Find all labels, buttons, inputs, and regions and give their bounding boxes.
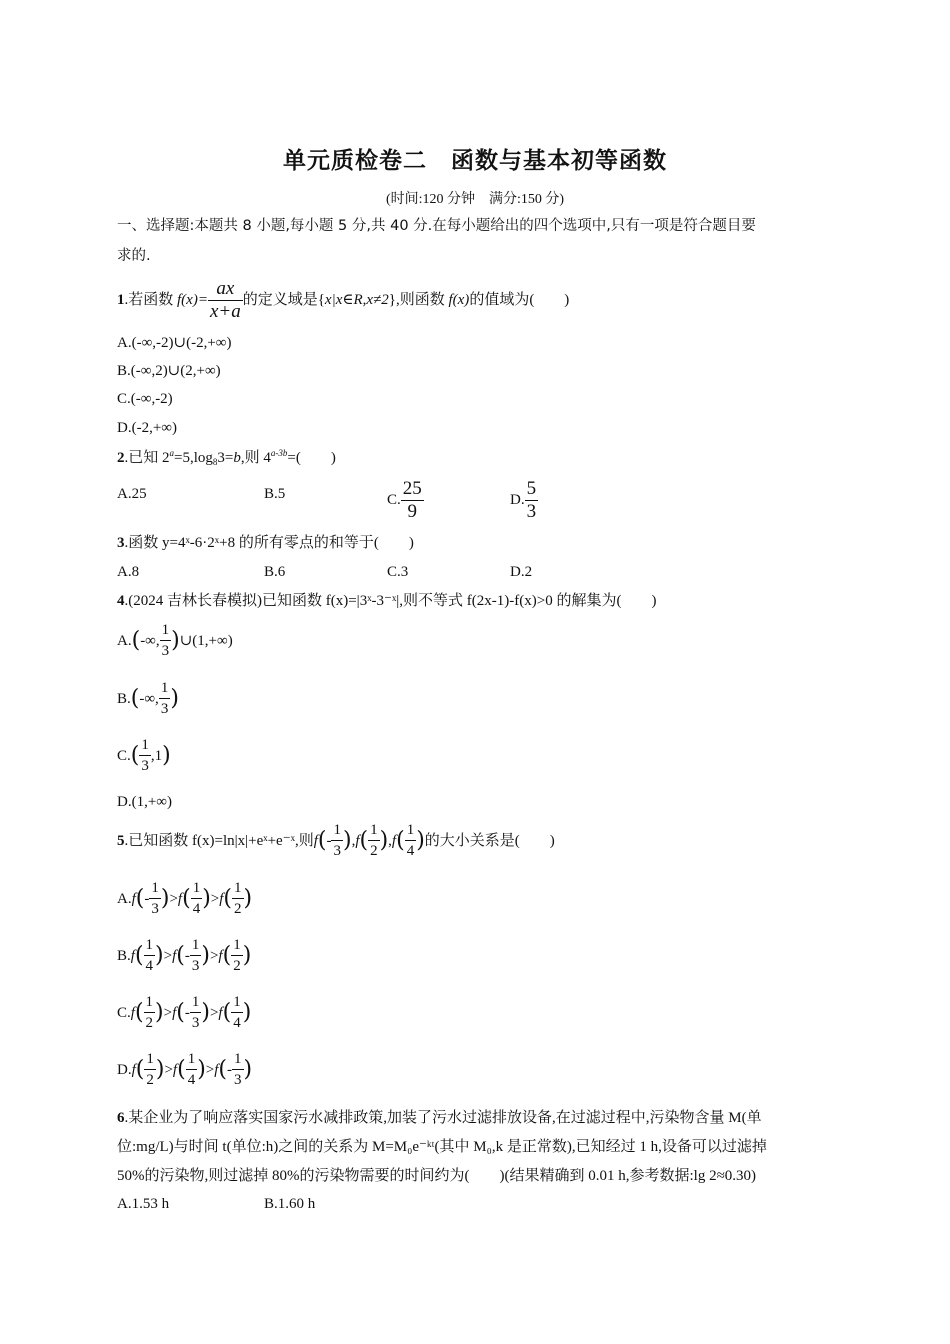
fraction-denominator: 4 — [192, 901, 201, 917]
fraction-numerator: 1 — [191, 878, 203, 899]
right-paren: ) — [160, 885, 170, 911]
fraction-numerator: 25 — [402, 478, 422, 499]
comma: , — [351, 832, 356, 849]
right-paren: ) — [243, 885, 253, 911]
option-label: B. — [117, 947, 131, 964]
fraction-numerator: 1 — [186, 1049, 198, 1070]
fraction — [405, 820, 417, 861]
minus-sign: - — [184, 1004, 190, 1021]
fraction — [191, 878, 203, 919]
question-number: 1 — [117, 291, 125, 308]
question-text: 的定义域是{ — [242, 291, 325, 308]
right-paren: ) — [243, 1056, 253, 1082]
fraction-denominator: 3 — [160, 701, 169, 717]
q3-option-c[interactable]: C.3 — [387, 564, 409, 580]
left-paren: ( — [359, 827, 369, 853]
right-paren: ) — [155, 942, 164, 968]
q2-option-b[interactable]: B.5 — [264, 486, 286, 502]
q6-option-a[interactable]: A.1.53 h — [117, 1196, 170, 1212]
q2-option-d[interactable] — [510, 478, 538, 523]
function-value — [131, 935, 164, 976]
fraction-numerator: 1 — [231, 992, 243, 1013]
fraction-denominator: 4 — [187, 1072, 196, 1088]
fraction-numerator: 5 — [526, 478, 537, 499]
question-text: .某企业为了响应落实国家污水减排政策,加装了污水过滤排放设备,在过滤过程中,污染物含量 M(单 — [124, 1110, 762, 1126]
left-paren: ( — [131, 627, 141, 653]
fraction-denominator: 3 — [234, 1072, 242, 1088]
minus-sign: - — [227, 1061, 233, 1078]
fraction-denominator: 4 — [233, 1015, 241, 1031]
right-paren: ) — [202, 885, 211, 911]
section-heading-line2: 求的. — [117, 248, 151, 264]
function-value — [214, 1049, 252, 1090]
question-text: },则函数 — [388, 291, 449, 308]
fraction-denominator: 3 — [333, 843, 341, 859]
right-paren: ) — [242, 999, 252, 1025]
function-value — [218, 935, 251, 976]
fraction — [160, 620, 172, 661]
fraction — [232, 1049, 244, 1090]
fraction-numerator: 1 — [231, 935, 243, 956]
left-paren: ( — [134, 999, 144, 1025]
function-symbol: f — [172, 947, 177, 964]
fraction-denominator: 2 — [234, 901, 242, 917]
fraction-denominator: 2 — [146, 1072, 154, 1088]
fraction-denominator: 3 — [191, 1015, 200, 1031]
q5-function-values — [314, 820, 425, 861]
left-paren: ( — [135, 885, 145, 911]
greater-than: > — [210, 890, 220, 907]
left-paren: ( — [134, 942, 144, 968]
greater-than: > — [163, 1004, 173, 1021]
fraction — [139, 735, 151, 776]
q1-option-a[interactable]: A.(-∞,-2)∪(-2,+∞) — [117, 335, 232, 351]
right-paren: ) — [201, 942, 210, 968]
right-paren: ) — [171, 627, 180, 653]
q6-option-b[interactable]: B.1.60 h — [264, 1196, 316, 1212]
right-paren: ) — [379, 827, 389, 853]
left-paren: ( — [177, 1056, 186, 1082]
fraction — [525, 478, 539, 523]
right-paren: ) — [155, 1056, 165, 1082]
left-paren: ( — [317, 827, 327, 853]
function-symbol: f — [218, 1004, 223, 1021]
q5-option-c[interactable] — [117, 992, 251, 1033]
option-label: D. — [510, 491, 525, 508]
fraction-denominator: 2 — [370, 843, 378, 859]
q4-option-c[interactable] — [117, 735, 171, 776]
q5-option-a[interactable] — [117, 878, 252, 919]
left-paren: ( — [130, 685, 140, 711]
fraction-denominator: x+a — [209, 301, 241, 322]
question-text: =5,log — [174, 450, 213, 466]
fraction-denominator: 2 — [145, 1015, 154, 1031]
question-number: 4 — [117, 593, 125, 609]
function-symbol: f — [214, 1061, 219, 1078]
function-symbol: f — [172, 1004, 177, 1021]
fraction-denominator: 3 — [161, 643, 170, 659]
function-value — [172, 992, 210, 1033]
question-number: 2 — [117, 450, 125, 466]
fraction-denominator: 2 — [233, 958, 241, 974]
function-value — [178, 878, 211, 919]
function-value — [355, 820, 388, 861]
function-value — [132, 878, 170, 919]
fraction — [186, 1049, 198, 1090]
q5-option-d[interactable] — [117, 1049, 252, 1090]
function-value — [131, 992, 164, 1033]
fraction-numerator: ax — [216, 278, 235, 299]
fraction-denominator: 9 — [407, 501, 418, 522]
right-paren: ) — [197, 1056, 206, 1082]
greater-than: > — [169, 890, 178, 907]
fraction-denominator: 4 — [145, 958, 154, 974]
left-paren: ( — [182, 885, 191, 911]
greater-than: > — [163, 947, 173, 964]
question-text: .(2024 吉林长春模拟)已知函数 f(x)=|3ˣ-3⁻ˣ|,则不等式 f(2x-1)-f(x)>0 的解集为( ) — [124, 593, 657, 609]
minus-sign: - — [184, 947, 190, 964]
exponent: a-3b — [270, 448, 288, 458]
question-4 — [117, 591, 656, 611]
function-value — [172, 935, 210, 976]
minus-sign: - — [326, 832, 332, 849]
question-6-line3: 50%的污染物,则过滤掉 80%的污染物需要的时间约为( )(结果精确到 0.01 h,参考数据:lg 2≈0.30) — [117, 1168, 757, 1184]
fraction-numerator: 1 — [149, 878, 161, 899]
function-symbol: f — [130, 1004, 135, 1021]
fraction-numerator: 1 — [232, 878, 244, 899]
math-expression: f(x) — [448, 291, 470, 308]
function-value — [173, 1049, 206, 1090]
q4-option-b[interactable] — [117, 678, 179, 719]
function-symbol: f — [313, 832, 318, 849]
fraction-numerator: 1 — [144, 1049, 156, 1070]
right-paren: ) — [201, 999, 210, 1025]
greater-than: > — [205, 1061, 215, 1078]
function-symbol: f — [131, 890, 136, 907]
question-text: 的大小关系是( ) — [424, 832, 555, 849]
fraction-numerator: 1 — [160, 620, 172, 641]
fraction — [368, 820, 380, 861]
fraction — [331, 820, 343, 861]
left-paren: ( — [222, 942, 232, 968]
function-symbol: f — [172, 1061, 178, 1078]
right-paren: ) — [155, 999, 164, 1025]
question-6-line1 — [117, 1108, 762, 1128]
greater-than: > — [209, 947, 219, 964]
function-value — [218, 992, 251, 1033]
section-heading-line1: 一、选择题:本题共 8 小题,每小题 5 分,共 40 分.在每小题给出的四个选项中,只有一项是符合题目要 — [117, 218, 756, 234]
option-label: C. — [117, 1004, 131, 1021]
fraction — [144, 935, 156, 976]
fraction — [231, 935, 243, 976]
interval-text: ,1 — [150, 747, 163, 764]
function-value — [392, 820, 425, 861]
question-1 — [117, 278, 569, 323]
math-variable: b — [233, 450, 241, 466]
fraction — [231, 992, 243, 1033]
fraction — [401, 478, 424, 523]
fraction-numerator: 1 — [159, 678, 171, 699]
fraction-numerator: 1 — [190, 992, 202, 1013]
fraction-denominator: 3 — [151, 901, 159, 917]
left-paren: ( — [176, 999, 185, 1025]
fraction-denominator: 3 — [141, 758, 149, 774]
greater-than: > — [209, 1004, 219, 1021]
fraction-numerator: 1 — [139, 735, 151, 756]
function-symbol: f — [218, 947, 223, 964]
function-symbol: f — [131, 1061, 136, 1078]
question-text: .若函数 — [124, 291, 178, 308]
function-symbol: f — [219, 890, 224, 907]
q4-option-d[interactable]: D.(1,+∞) — [117, 794, 172, 810]
question-text: =( ) — [287, 450, 336, 466]
fraction-numerator: 1 — [331, 820, 343, 841]
question-5 — [117, 820, 555, 861]
question-number: 6 — [117, 1110, 125, 1126]
function-value — [219, 878, 252, 919]
right-paren: ) — [162, 742, 171, 768]
exponent: a — [169, 448, 175, 458]
question-number: 3 — [117, 535, 125, 551]
left-paren: ( — [135, 1056, 145, 1082]
page-title: 单元质检卷二 函数与基本初等函数 — [283, 148, 667, 174]
left-paren: ( — [176, 942, 185, 968]
fraction — [144, 992, 156, 1033]
question-text: 3= — [217, 450, 234, 466]
fraction-numerator: 1 — [405, 820, 417, 841]
fraction-numerator: 1 — [368, 820, 380, 841]
question-text: .已知函数 f(x)=ln|x|+eˣ+e⁻ˣ,则 — [124, 832, 314, 849]
question-3 — [117, 533, 414, 553]
interval-text: ∪(1,+∞) — [179, 632, 233, 649]
function-symbol: f — [355, 832, 360, 849]
question-text: .函数 y=4ˣ-6·2ˣ+8 的所有零点的和等于( ) — [124, 535, 414, 551]
fraction-numerator: 1 — [232, 1049, 244, 1070]
q1-option-b[interactable]: B.(-∞,2)∪(2,+∞) — [117, 363, 221, 379]
q1-option-c[interactable]: C.(-∞,-2) — [117, 391, 173, 407]
fraction — [149, 878, 161, 919]
fraction — [190, 992, 202, 1033]
left-paren: ( — [396, 827, 405, 853]
math-expression: f(x)= — [177, 291, 208, 308]
left-paren: ( — [218, 1056, 228, 1082]
option-label: C. — [117, 747, 131, 764]
fraction — [190, 935, 202, 976]
comma: , — [388, 832, 392, 849]
function-value — [314, 820, 352, 861]
right-paren: ) — [242, 942, 252, 968]
function-symbol: f — [177, 890, 183, 907]
q2-option-a[interactable]: A.25 — [117, 486, 147, 502]
question-2 — [117, 448, 336, 468]
option-label: C. — [387, 491, 401, 508]
function-symbol: f — [391, 832, 397, 849]
fraction — [232, 878, 244, 919]
fraction-denominator: 3 — [191, 958, 200, 974]
q3-option-b[interactable]: B.6 — [264, 564, 286, 580]
math-expression: x|x∈R,x≠2 — [324, 291, 389, 308]
question-text: .已知 2 — [124, 450, 170, 466]
option-label: B. — [117, 690, 131, 707]
option-label: A. — [117, 890, 132, 907]
fraction-numerator: 1 — [144, 992, 156, 1013]
fraction-denominator: 3 — [526, 501, 537, 522]
q3-option-a[interactable]: A.8 — [117, 564, 140, 580]
question-6-line2: 位:mg/L)与时间 t(单位:h)之间的关系为 M=M₀e⁻ᵏᵗ(其中 M₀,k 是正常数),已知经过 1 h,设备可以过滤掉 — [117, 1139, 767, 1155]
q4-option-a[interactable] — [117, 620, 233, 661]
q5-option-b[interactable] — [117, 935, 251, 976]
fraction-numerator: 1 — [144, 935, 156, 956]
interval-text: -∞, — [139, 690, 159, 707]
function-symbol: f — [130, 947, 135, 964]
function-value — [132, 1049, 165, 1090]
left-paren: ( — [223, 885, 233, 911]
interval-text: -∞, — [140, 632, 160, 649]
q2-option-c[interactable] — [387, 478, 424, 523]
question-text: ,则 4 — [240, 450, 271, 466]
greater-than: > — [164, 1061, 173, 1078]
right-paren: ) — [170, 685, 179, 711]
question-text: 的值域为( ) — [469, 291, 570, 308]
fraction — [159, 678, 171, 719]
q1-option-d[interactable]: D.(-2,+∞) — [117, 420, 177, 436]
question-number: 5 — [117, 832, 125, 849]
exam-subtitle: (时间:120 分钟 满分:150 分) — [385, 192, 565, 207]
fraction-numerator: 1 — [190, 935, 202, 956]
fraction — [208, 278, 243, 323]
q3-option-d[interactable]: D.2 — [510, 564, 533, 580]
right-paren: ) — [416, 827, 425, 853]
fraction — [144, 1049, 156, 1090]
fraction-denominator: 4 — [406, 843, 415, 859]
left-paren: ( — [222, 999, 232, 1025]
option-label: A. — [117, 632, 132, 649]
subscript: 8 — [212, 457, 218, 467]
option-label: D. — [117, 1061, 132, 1078]
left-paren: ( — [130, 742, 140, 768]
right-paren: ) — [342, 827, 352, 853]
minus-sign: - — [144, 890, 150, 907]
